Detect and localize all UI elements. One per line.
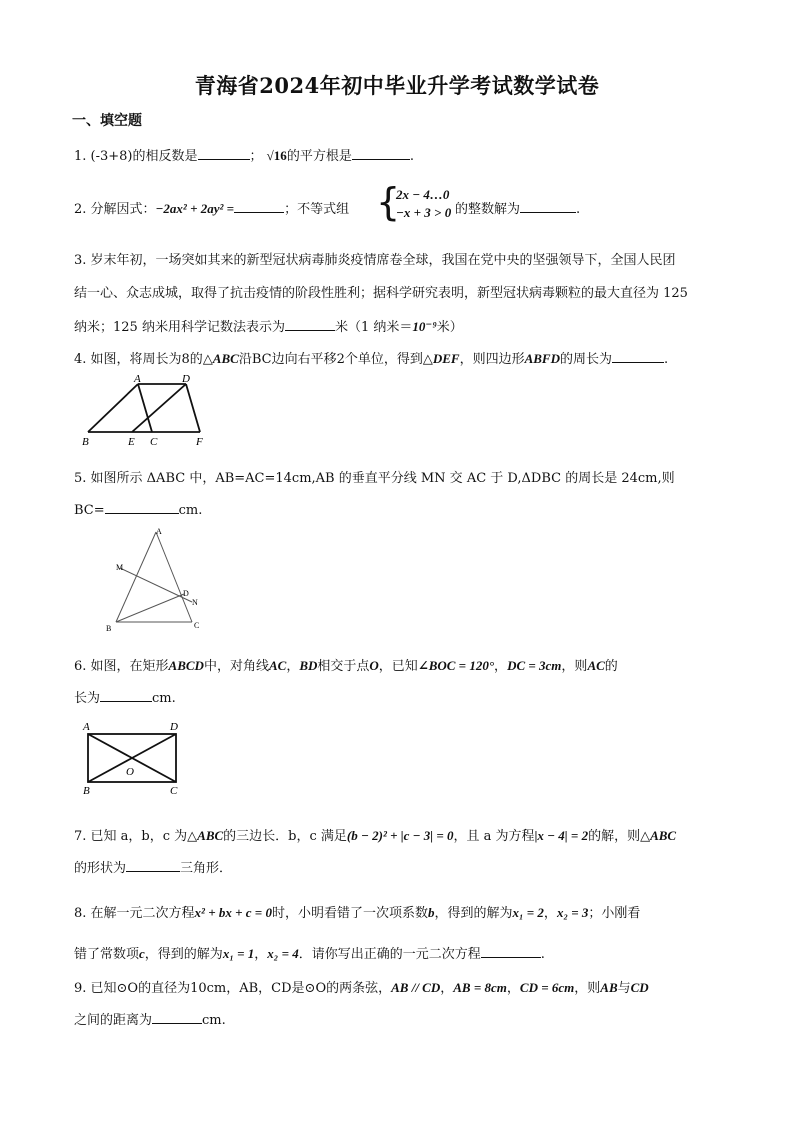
- label-a: A: [134, 373, 141, 385]
- label-f: F: [196, 436, 203, 448]
- inequality-system: 2x − 4…0 −x + 3 > 0: [396, 187, 452, 220]
- translation-figure: [78, 372, 218, 448]
- section-heading: 一、填空题: [72, 113, 142, 129]
- label-b: B: [106, 624, 112, 633]
- label-a: A: [156, 527, 162, 536]
- question-9: 9. 已知⊙O的直径为10cm，AB，CD是⊙O的两条弦，AB // CD，AB = 8cm，CD = 6cm，则AB与CD 之间的距离为 cm.: [74, 980, 649, 1028]
- label-c: C: [150, 436, 158, 448]
- label-b: B: [82, 436, 89, 448]
- question-5: 5. 如图所示 ΔABC 中，AB=AC=14cm,AB 的垂直平分线 MN 交 AC 于 D,ΔDBC 的周长是 24cm,则 BC= cm.: [74, 471, 675, 518]
- label-e: E: [128, 436, 135, 448]
- label-d: D: [182, 373, 190, 385]
- brace-symbol: {: [376, 180, 401, 224]
- rectangle-figure: [80, 718, 190, 800]
- label-b: B: [83, 785, 90, 797]
- question-8: 8. 在解一元二次方程x² + bx + c = 0时，小明看错了一次项系数b，得到的解为x₁ = 2，x₂ = 3；小刚看 错了常数项c，得到的解为x₁ = 1，x₂ = 4．请你写出正确的一元二次方程 .: [74, 905, 641, 962]
- label-d: D: [170, 721, 178, 733]
- label-n: N: [192, 598, 198, 607]
- question-7: 7. 已知 a，b，c 为△ABC的三边长．b，c 满足(b − 2)² + |c − 3| = 0，且 a 为方程|x − 4| = 2的解，则△ABC 的形状为 三角形．: [74, 828, 677, 876]
- perpendicular-bisector-figure: [100, 524, 210, 636]
- question-1: 1. (-3+8)的相反数是 ； √16的平方根是 .: [74, 145, 724, 167]
- label-c: C: [170, 785, 178, 797]
- label-a: A: [83, 721, 90, 733]
- question-3: 3. 岁末年初，一场突如其来的新型冠状病毒肺炎疫情席卷全球，我国在党中央的坚强领导下，全国人民团 结一心、众志成城，取得了抗击疫情的阶段性胜利；据科学研究表明，新型冠状病毒颗粒的最大直径为 125 纳米；125 纳米用科学记数法表示为 米（1 纳米＝10⁻⁹米）: [74, 253, 688, 335]
- question-6: 6. 如图，在矩形ABCD中，对角线AC，BD相交于点O，已知∠BOC = 120°，DC = 3cm，则AC的 长为 cm.: [74, 658, 618, 706]
- question-2-tail: 的整数解为 .: [455, 198, 655, 220]
- label-c: C: [194, 621, 200, 630]
- label-m: M: [116, 563, 124, 572]
- page-title: 青海省2024年初中毕业升学考试数学试卷: [194, 73, 600, 98]
- question-2: 2. 分解因式：−2ax² + 2ay² = ；不等式组: [74, 198, 724, 220]
- label-d: D: [183, 589, 189, 598]
- question-4: 4. 如图，将周长为8的△ABC沿BC边向右平移2个单位，得到△DEF，则四边形ABFD的周长为 .: [74, 348, 724, 370]
- label-o: O: [126, 766, 134, 778]
